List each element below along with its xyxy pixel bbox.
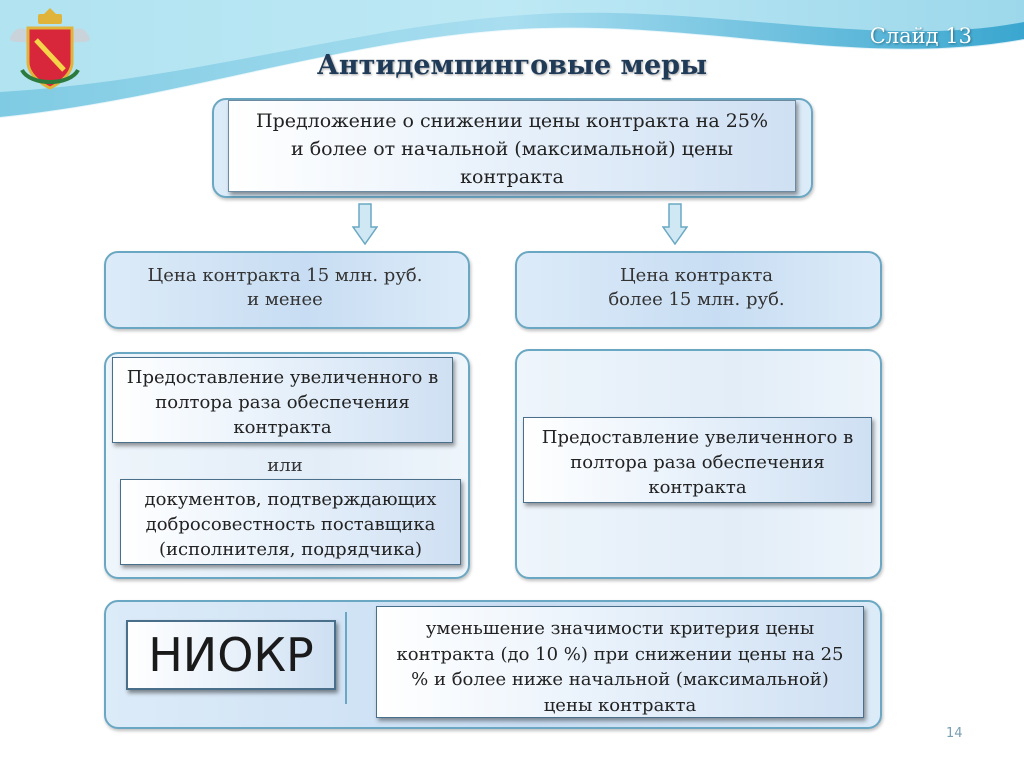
right-price-condition-line1: Цена контракта — [619, 265, 774, 286]
top-proposal-text: Предложение о снижении цены контракта на 25% и более от начальной (максимальной) цены контракта — [256, 110, 768, 188]
left-price-condition-line2: и менее — [247, 289, 323, 310]
down-arrow-icon — [352, 203, 378, 245]
down-arrow-icon — [662, 203, 688, 245]
slide-number-label: Слайд 13 — [869, 24, 972, 48]
right-price-condition-text — [515, 264, 878, 312]
page-number: 14 — [946, 726, 963, 741]
niokr-description-text: уменьшение значимости критерия цены контракта (до 10 %) при снижении цены на 25 % и более ниже начальной (максимальной) цены контракта — [396, 618, 844, 716]
left-option-guarantee-text: Предоставление увеличенного в полтора раза обеспечения контракта — [126, 367, 439, 438]
right-option-guarantee-box — [523, 417, 872, 503]
left-price-condition-text — [104, 264, 466, 312]
niokr-description-box — [376, 606, 864, 718]
right-option-guarantee-text: Предоставление увеличенного в полтора раза обеспечения контракта — [541, 427, 854, 498]
or-connector: или — [267, 455, 303, 476]
page-title: Антидемпинговые меры — [316, 50, 708, 81]
left-price-condition-line1: Цена контракта 15 млн. руб. — [147, 265, 423, 286]
top-proposal-box — [228, 100, 796, 192]
niokr-label: НИОКР — [126, 620, 336, 690]
right-price-condition-line2: более 15 млн. руб. — [608, 289, 785, 310]
left-option-guarantee-box — [112, 357, 453, 443]
niokr-divider — [345, 612, 347, 704]
left-option-documents-text: документов, подтверждающих добросовестность поставщика (исполнителя, подрядчика) — [144, 489, 437, 560]
left-option-documents-box — [120, 479, 461, 565]
